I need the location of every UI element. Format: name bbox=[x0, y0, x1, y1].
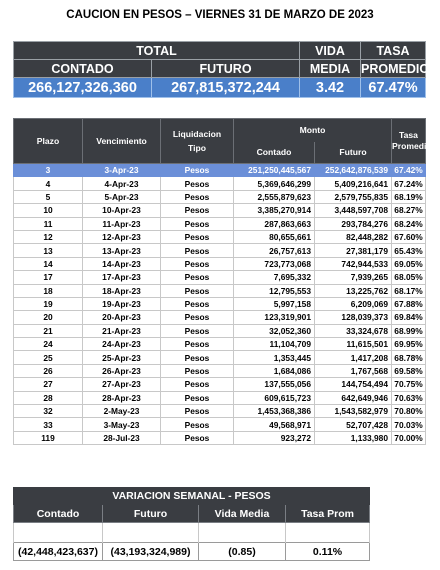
tasa-cell: 69.84% bbox=[392, 311, 426, 324]
tasa-cell: 70.80% bbox=[392, 405, 426, 418]
tipo-cell: Pesos bbox=[161, 418, 234, 431]
contado-cell: 287,863,663 bbox=[234, 217, 315, 230]
futuro-cell: 7,939,265 bbox=[315, 271, 392, 284]
vencimiento-cell: 28-Apr-23 bbox=[83, 391, 161, 404]
tasa-cell: 70.63% bbox=[392, 391, 426, 404]
weekly-title: VARIACION SEMANAL - PESOS bbox=[14, 488, 370, 505]
contado-cell: 26,757,613 bbox=[234, 244, 315, 257]
header-tasa-promedio bbox=[392, 119, 432, 164]
vencimiento-cell: 3-Apr-23 bbox=[83, 164, 161, 177]
contado-cell: 11,104,709 bbox=[234, 338, 315, 351]
plazo-cell: 5 bbox=[14, 190, 83, 203]
tasa-cell: 69.05% bbox=[392, 257, 426, 270]
table-row bbox=[14, 351, 426, 364]
summary-contado-header: CONTADO bbox=[14, 60, 152, 78]
vencimiento-cell: 28-Jul-23 bbox=[83, 431, 161, 444]
summary-tasa-promedio-value: 67.47% bbox=[361, 78, 426, 98]
contado-cell: 3,385,270,914 bbox=[234, 204, 315, 217]
vencimiento-cell: 10-Apr-23 bbox=[83, 204, 161, 217]
vencimiento-cell: 3-May-23 bbox=[83, 418, 161, 431]
futuro-cell: 11,615,501 bbox=[315, 338, 392, 351]
weekly-futuro-value: (43,193,324,989) bbox=[103, 543, 199, 561]
plazo-cell: 32 bbox=[14, 405, 83, 418]
plazo-cell: 21 bbox=[14, 324, 83, 337]
tasa-cell: 67.88% bbox=[392, 297, 426, 310]
tipo-cell: Pesos bbox=[161, 257, 234, 270]
vencimiento-cell: 14-Apr-23 bbox=[83, 257, 161, 270]
tasa-cell: 67.60% bbox=[392, 230, 426, 243]
plazo-cell: 3 bbox=[14, 164, 83, 177]
summary-futuro-value: 267,815,372,244 bbox=[152, 78, 300, 98]
futuro-cell: 13,225,762 bbox=[315, 284, 392, 297]
tipo-cell: Pesos bbox=[161, 405, 234, 418]
table-row bbox=[14, 271, 426, 284]
table-row bbox=[14, 297, 426, 310]
plazo-cell: 19 bbox=[14, 297, 83, 310]
tipo-cell: Pesos bbox=[161, 378, 234, 391]
summary-media-header: MEDIA bbox=[300, 60, 361, 78]
tipo-cell: Pesos bbox=[161, 338, 234, 351]
summary-total-header: TOTAL bbox=[14, 42, 300, 60]
plazo-cell: 11 bbox=[14, 217, 83, 230]
tipo-cell: Pesos bbox=[161, 177, 234, 190]
tasa-cell: 68.24% bbox=[392, 217, 426, 230]
tasa-cell: 67.42% bbox=[392, 164, 426, 177]
vencimiento-cell: 27-Apr-23 bbox=[83, 378, 161, 391]
header-plazo: Plazo bbox=[14, 119, 83, 164]
plazo-cell: 27 bbox=[14, 378, 83, 391]
summary-tasa-header: TASA bbox=[361, 42, 426, 60]
futuro-cell: 144,754,494 bbox=[315, 378, 392, 391]
tasa-cell: 69.95% bbox=[392, 338, 426, 351]
header-contado: Contado bbox=[234, 142, 315, 164]
vencimiento-cell: 20-Apr-23 bbox=[83, 311, 161, 324]
plazo-cell: 14 bbox=[14, 257, 83, 270]
tasa-cell: 68.19% bbox=[392, 190, 426, 203]
futuro-cell: 3,448,597,708 bbox=[315, 204, 392, 217]
plazo-cell: 18 bbox=[14, 284, 83, 297]
tasa-cell: 68.78% bbox=[392, 351, 426, 364]
tasa-cell: 68.99% bbox=[392, 324, 426, 337]
vencimiento-cell: 26-Apr-23 bbox=[83, 364, 161, 377]
tipo-cell: Pesos bbox=[161, 391, 234, 404]
table-row bbox=[14, 217, 426, 230]
contado-cell: 5,997,158 bbox=[234, 297, 315, 310]
vencimiento-cell: 21-Apr-23 bbox=[83, 324, 161, 337]
table-row bbox=[14, 378, 426, 391]
table-row bbox=[14, 391, 426, 404]
contado-cell: 923,272 bbox=[234, 431, 315, 444]
header-tipo: Tipo bbox=[188, 142, 206, 153]
plazo-cell: 12 bbox=[14, 230, 83, 243]
table-body bbox=[14, 164, 426, 445]
table-row bbox=[14, 230, 426, 243]
summary-promedio-header: PROMEDIO bbox=[361, 61, 430, 76]
contado-cell: 32,052,360 bbox=[234, 324, 315, 337]
plazo-cell: 119 bbox=[14, 431, 83, 444]
futuro-cell: 642,649,946 bbox=[315, 391, 392, 404]
vencimiento-cell: 18-Apr-23 bbox=[83, 284, 161, 297]
plazo-cell: 17 bbox=[14, 271, 83, 284]
contado-cell: 5,369,646,299 bbox=[234, 177, 315, 190]
futuro-cell: 33,324,678 bbox=[315, 324, 392, 337]
tipo-cell: Pesos bbox=[161, 297, 234, 310]
tasa-cell: 70.75% bbox=[392, 378, 426, 391]
tipo-cell: Pesos bbox=[161, 204, 234, 217]
weekly-vida-media-value: (0.85) bbox=[199, 543, 286, 561]
header-liquidacion-tipo bbox=[161, 119, 234, 164]
futuro-cell: 128,039,373 bbox=[315, 311, 392, 324]
table-row bbox=[14, 338, 426, 351]
weekly-tasa-prom-value: 0.11% bbox=[286, 543, 370, 561]
plazo-cell: 10 bbox=[14, 204, 83, 217]
table-row bbox=[14, 177, 426, 190]
tipo-cell: Pesos bbox=[161, 431, 234, 444]
vencimiento-cell: 25-Apr-23 bbox=[83, 351, 161, 364]
summary-table bbox=[13, 41, 430, 98]
contado-cell: 12,795,553 bbox=[234, 284, 315, 297]
plazo-cell: 28 bbox=[14, 391, 83, 404]
tipo-cell: Pesos bbox=[161, 364, 234, 377]
weekly-contado-value: (42,448,423,637) bbox=[14, 543, 103, 561]
tasa-cell: 67.24% bbox=[392, 177, 426, 190]
tasa-cell: 68.17% bbox=[392, 284, 426, 297]
table-row bbox=[14, 190, 426, 203]
tasa-cell: 70.03% bbox=[392, 418, 426, 431]
vencimiento-cell: 4-Apr-23 bbox=[83, 177, 161, 190]
header-tasa: Tasa bbox=[399, 130, 418, 140]
vencimiento-cell: 2-May-23 bbox=[83, 405, 161, 418]
vencimiento-cell: 13-Apr-23 bbox=[83, 244, 161, 257]
tasa-cell: 70.00% bbox=[392, 431, 426, 444]
futuro-cell: 27,381,179 bbox=[315, 244, 392, 257]
page-title: CAUCION EN PESOS – VIERNES 31 DE MARZO DE 2023 bbox=[66, 9, 374, 21]
contado-cell: 609,615,723 bbox=[234, 391, 315, 404]
summary-vida-media-value: 3.42 bbox=[300, 78, 361, 98]
tasa-cell: 69.58% bbox=[392, 364, 426, 377]
futuro-cell: 1,543,582,979 bbox=[315, 405, 392, 418]
plazo-cell: 24 bbox=[14, 338, 83, 351]
contado-cell: 723,773,068 bbox=[234, 257, 315, 270]
contado-cell: 1,453,368,386 bbox=[234, 405, 315, 418]
weekly-header-contado: Contado bbox=[14, 505, 103, 523]
plazo-cell: 13 bbox=[14, 244, 83, 257]
futuro-cell: 1,417,208 bbox=[315, 351, 392, 364]
tipo-cell: Pesos bbox=[161, 324, 234, 337]
contado-cell: 123,319,901 bbox=[234, 311, 315, 324]
summary-futuro-header: FUTURO bbox=[152, 60, 300, 78]
vencimiento-cell: 11-Apr-23 bbox=[83, 217, 161, 230]
tipo-cell: Pesos bbox=[161, 271, 234, 284]
plazo-cell: 33 bbox=[14, 418, 83, 431]
table-row bbox=[14, 418, 426, 431]
contado-cell: 251,250,445,567 bbox=[234, 164, 315, 177]
tipo-cell: Pesos bbox=[161, 230, 234, 243]
table-row bbox=[14, 257, 426, 270]
table-row bbox=[14, 324, 426, 337]
tipo-cell: Pesos bbox=[161, 164, 234, 177]
futuro-cell: 5,409,216,641 bbox=[315, 177, 392, 190]
contado-cell: 137,555,056 bbox=[234, 378, 315, 391]
tipo-cell: Pesos bbox=[161, 217, 234, 230]
tipo-cell: Pesos bbox=[161, 190, 234, 203]
header-monto: Monto bbox=[234, 119, 392, 142]
weekly-header-tasa-prom: Tasa Prom bbox=[286, 505, 370, 523]
plazo-cell: 20 bbox=[14, 311, 83, 324]
header-liquidacion: Liquidacion bbox=[172, 128, 222, 139]
futuro-cell: 1,767,568 bbox=[315, 364, 392, 377]
table-row bbox=[14, 364, 426, 377]
contado-cell: 7,695,332 bbox=[234, 271, 315, 284]
plazo-cell: 26 bbox=[14, 364, 83, 377]
tipo-cell: Pesos bbox=[161, 284, 234, 297]
futuro-cell: 6,209,069 bbox=[315, 297, 392, 310]
futuro-cell: 82,448,282 bbox=[315, 230, 392, 243]
tipo-cell: Pesos bbox=[161, 351, 234, 364]
header-futuro: Futuro bbox=[315, 142, 392, 164]
tasa-cell: 68.05% bbox=[392, 271, 426, 284]
tasa-cell: 68.27% bbox=[392, 204, 426, 217]
table-row bbox=[14, 244, 426, 257]
contado-cell: 1,684,086 bbox=[234, 364, 315, 377]
tasa-cell: 65.43% bbox=[392, 244, 426, 257]
vencimiento-cell: 24-Apr-23 bbox=[83, 338, 161, 351]
contado-cell: 2,555,879,623 bbox=[234, 190, 315, 203]
plazo-cell: 25 bbox=[14, 351, 83, 364]
futuro-cell: 252,642,876,539 bbox=[315, 164, 392, 177]
table-row bbox=[14, 311, 426, 324]
vencimiento-cell: 19-Apr-23 bbox=[83, 297, 161, 310]
table-row bbox=[14, 204, 426, 217]
maturity-table bbox=[13, 118, 432, 445]
header-promedio: Promedio bbox=[392, 141, 432, 151]
table-row bbox=[14, 405, 426, 418]
tipo-cell: Pesos bbox=[161, 311, 234, 324]
table-row bbox=[14, 431, 426, 444]
weekly-header-vida-media: Vida Media bbox=[199, 505, 286, 523]
futuro-cell: 293,784,276 bbox=[315, 217, 392, 230]
weekly-variation-table bbox=[13, 487, 370, 561]
tipo-cell: Pesos bbox=[161, 244, 234, 257]
summary-vida-header: VIDA bbox=[300, 42, 361, 60]
table-row bbox=[14, 164, 426, 177]
vencimiento-cell: 17-Apr-23 bbox=[83, 271, 161, 284]
vencimiento-cell: 5-Apr-23 bbox=[83, 190, 161, 203]
table-row bbox=[14, 284, 426, 297]
vencimiento-cell: 12-Apr-23 bbox=[83, 230, 161, 243]
contado-cell: 1,353,445 bbox=[234, 351, 315, 364]
weekly-header-futuro: Futuro bbox=[103, 505, 199, 523]
contado-cell: 80,655,661 bbox=[234, 230, 315, 243]
futuro-cell: 52,707,428 bbox=[315, 418, 392, 431]
plazo-cell: 4 bbox=[14, 177, 83, 190]
header-vencimiento: Vencimiento bbox=[83, 119, 161, 164]
futuro-cell: 1,133,980 bbox=[315, 431, 392, 444]
contado-cell: 49,568,971 bbox=[234, 418, 315, 431]
futuro-cell: 2,579,755,835 bbox=[315, 190, 392, 203]
futuro-cell: 742,944,533 bbox=[315, 257, 392, 270]
summary-contado-value: 266,127,326,360 bbox=[14, 78, 152, 98]
